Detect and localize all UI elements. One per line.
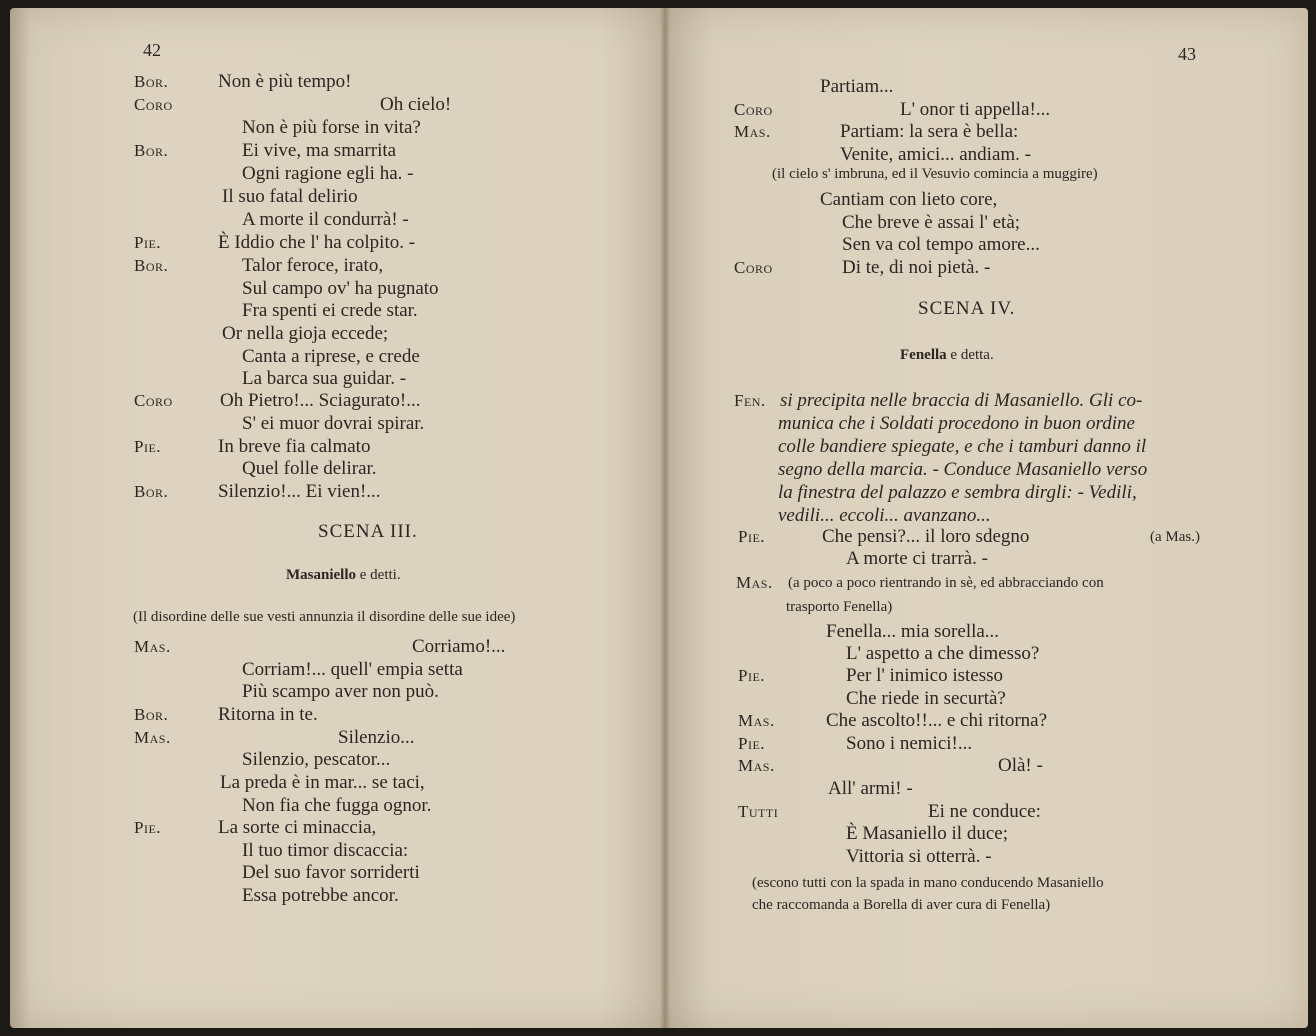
verse-line: Non è più forse in vita? — [242, 117, 421, 138]
verse-line: Corriamo!... — [412, 636, 506, 657]
verse-line: Vittoria si otterrà. - — [846, 846, 992, 867]
verse-line: Di te, di noi pietà. - — [842, 257, 991, 278]
verse-line: Più scampo aver non può. — [242, 681, 439, 702]
verse-line: Venite, amici... andiam. - — [840, 144, 1031, 165]
speaker-label: Bor. — [134, 705, 169, 724]
verse-line: Fenella... mia sorella... — [826, 621, 1000, 642]
pie-line-2: A morte ci trarrà. - — [846, 548, 988, 569]
speaker-label: Coro — [134, 391, 173, 410]
verse-line: Del suo favor sorriderti — [242, 862, 420, 883]
fenella-action-line: la finestra del palazzo e sembra dirgli: - Vedili, — [778, 482, 1137, 503]
verse-line: È Iddio che l' ha colpito. - — [218, 232, 416, 253]
fenella-action-line: si precipita nelle braccia di Masaniello. Gli co- — [780, 390, 1143, 411]
speaker-label: Pie. — [738, 734, 766, 753]
verse-line: Ei vive, ma smarrita — [242, 140, 397, 161]
mas-direction-2: trasporto Fenella) — [786, 599, 893, 615]
verse-line: All' armi! - — [828, 778, 913, 799]
verse-line: Or nella gioja eccede; — [222, 323, 389, 344]
fenella-action-line: segno della marcia. - Conduce Masaniello verso — [778, 459, 1148, 480]
verse-line: Silenzio!... Ei vien!... — [218, 481, 381, 502]
character-name: Masaniello — [286, 567, 356, 583]
speaker-label: Pie. — [134, 233, 162, 252]
speaker-fen: Fen. — [734, 391, 766, 410]
fenella-action-line: colle bandiere spiegate, e che i tamburi danno il — [778, 436, 1147, 457]
character-rest: e detti. — [356, 567, 401, 583]
verse-line: Canta a riprese, e crede — [242, 346, 420, 367]
aside-direction: (a Mas.) — [1150, 529, 1200, 545]
verse-line: Oh cielo! — [380, 94, 452, 115]
stage-direction-left: (Il disordine delle sue vesti annunzia il disordine delle sue idee) — [133, 609, 516, 625]
speaker-pie: Pie. — [738, 527, 766, 546]
scene-characters-right — [900, 344, 994, 366]
speaker-label: Coro — [134, 95, 173, 114]
final-direction-1: (escono tutti con la spada in mano conducendo Masaniello — [752, 875, 1104, 891]
verse-line: In breve fia calmato — [218, 436, 371, 457]
verse-line: Ei ne conduce: — [928, 801, 1041, 822]
character-rest: e detta. — [946, 347, 994, 363]
verse-line: Il tuo timor discaccia: — [242, 840, 409, 861]
verse-line: Non è più tempo! — [218, 71, 352, 92]
speaker-label: Pie. — [738, 666, 766, 685]
verse-line: S' ei muor dovrai spirar. — [242, 413, 425, 434]
verse-line: Per l' inimico istesso — [846, 665, 1004, 686]
speaker-label: Mas. — [134, 637, 171, 656]
speaker-label: Bor. — [134, 256, 169, 275]
verse-line: Il suo fatal delirio — [222, 186, 358, 207]
book-gutter — [660, 8, 670, 1028]
verse-line: Talor feroce, irato, — [242, 255, 384, 276]
page-number-left: 42 — [143, 40, 161, 60]
verse-line: Fra spenti ei crede star. — [242, 300, 418, 321]
scene-title-left: SCENA III. — [318, 521, 418, 542]
character-name: Fenella — [900, 347, 947, 363]
fenella-action-line: munica che i Soldati procedono in buon ordine — [778, 413, 1135, 434]
speaker-label: Coro — [734, 100, 773, 119]
verse-line: Non fia che fugga ognor. — [242, 795, 432, 816]
speaker-label: Mas. — [134, 728, 171, 747]
speaker-label: Bor. — [134, 141, 169, 160]
verse-line: Partiam: la sera è bella: — [840, 121, 1019, 142]
verse-line: L' onor ti appella!... — [900, 99, 1051, 120]
speaker-label: Mas. — [738, 756, 775, 775]
speaker-label: Tutti — [738, 802, 779, 821]
speaker-label: Mas. — [738, 711, 775, 730]
verse-line: Corriam!... quell' empia setta — [242, 659, 463, 680]
scene-title-right: SCENA IV. — [918, 298, 1016, 319]
verse-line: A morte il condurrà! - — [242, 209, 409, 230]
verse-line: Silenzio, pescator... — [242, 749, 391, 770]
verse-line: Ogni ragione egli ha. - — [242, 163, 414, 184]
scene-characters-left — [286, 564, 401, 586]
pie-line: Che pensi?... il loro sdegno — [822, 526, 1030, 547]
verse-line: Cantiam con lieto core, — [820, 189, 998, 210]
fenella-action-line: vedili... eccoli... avanzano... — [778, 505, 991, 526]
page-number-right: 43 — [1178, 44, 1196, 64]
verse-line: Sono i nemici!... — [846, 733, 973, 754]
verse-line: La preda è in mar... se taci, — [220, 772, 425, 793]
speaker-mas: Mas. — [736, 573, 773, 592]
verse-line: La barca sua guidar. - — [242, 368, 407, 389]
verse-line: Quel folle delirar. — [242, 458, 377, 479]
verse-line: È Masaniello il duce; — [846, 823, 1008, 844]
verse-line: L' aspetto a che dimesso? — [846, 643, 1040, 664]
verse-line: Oh Pietro!... Sciagurato!... — [220, 390, 421, 411]
verse-line: Che riede in securtà? — [846, 688, 1006, 709]
verse-line: Che ascolto!!... e chi ritorna? — [826, 710, 1048, 731]
verse-line: Silenzio... — [338, 727, 415, 748]
speaker-label: Pie. — [134, 818, 162, 837]
final-direction-2: che raccomanda a Borella di aver cura di Fenella) — [752, 897, 1051, 913]
speaker-label: Bor. — [134, 72, 169, 91]
speaker-label: Bor. — [134, 482, 169, 501]
stage-direction-vesuvio: (il cielo s' imbruna, ed il Vesuvio comincia a muggire) — [772, 166, 1098, 182]
verse-line: Sul campo ov' ha pugnato — [242, 278, 439, 299]
mas-direction-1: (a poco a poco rientrando in sè, ed abbracciando con — [788, 575, 1104, 591]
verse-line: Ritorna in te. — [218, 704, 318, 725]
verse-line: Sen va col tempo amore... — [842, 234, 1040, 255]
speaker-label: Mas. — [734, 122, 771, 141]
verse-line: Essa potrebbe ancor. — [242, 885, 399, 906]
verse-line: Olà! - — [998, 755, 1043, 776]
verse-line: La sorte ci minaccia, — [218, 817, 377, 838]
verse-line: Che breve è assai l' età; — [842, 212, 1021, 233]
speaker-label: Pie. — [134, 437, 162, 456]
speaker-label: Coro — [734, 258, 773, 277]
verse-line: Partiam... — [820, 76, 894, 97]
